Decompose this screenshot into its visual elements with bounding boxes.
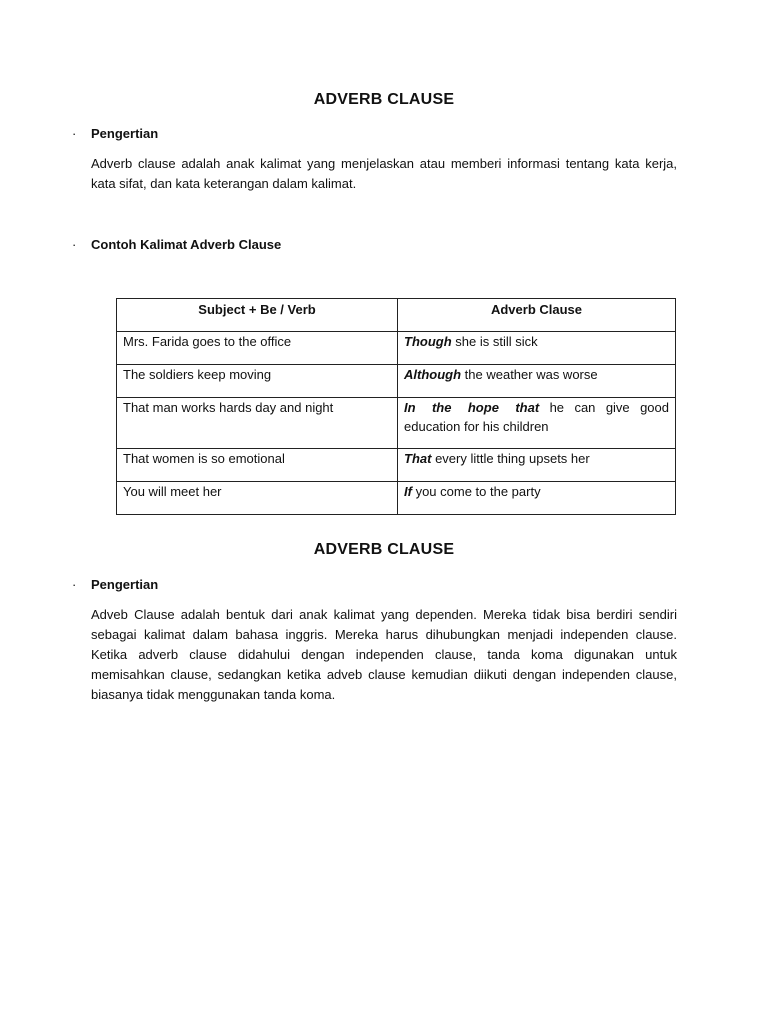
clause-rest: every little thing upsets her (431, 451, 590, 466)
clause-conjunction: If (404, 484, 412, 499)
table-cell-subject: That man works hards day and night (117, 398, 398, 449)
clause-rest: you come to the party (411, 484, 541, 499)
table-cell-adverb-clause (398, 482, 676, 515)
heading-label: Pengertian (91, 126, 159, 141)
clause-conjunction: Although (404, 367, 462, 382)
table-row (117, 398, 676, 449)
clause-conjunction: In the hope that (404, 400, 540, 415)
section2-definition-paragraph: Adveb Clause adalah bentuk dari anak kalimat yang dependen. Mereka tidak bisa berdiri sendiri sebagai kalimat dalam bahasa inggris. Mereka harus dihubungkan menjadi independen clause. Ketika adverb clause didahului dengan independen clause, tanda koma digunakan untuk memisahkan clause, sedangkan ketika adveb clause kemudian diikuti dengan independen clause, biasanya tidak menggunakan tanda koma. (91, 607, 677, 702)
table-row (117, 365, 676, 398)
section1-definition-paragraph: Adverb clause adalah anak kalimat yang menjelaskan atau memberi informasi tentang kata kerja, kata sifat, dan kata keterangan dalam kalimat. (91, 156, 677, 191)
bullet-dot: · (72, 126, 77, 141)
table-header-subject: Subject + Be / Verb (117, 299, 398, 332)
clause-rest: he can give good education for his children (404, 400, 669, 434)
clause-conjunction: Though (404, 334, 452, 349)
section1-title: ADVERB CLAUSE (313, 91, 455, 108)
table-cell-subject: The soldiers keep moving (117, 365, 398, 398)
table-cell-adverb-clause (398, 398, 676, 449)
table-cell-subject: You will meet her (117, 482, 398, 515)
table-cell-subject: That women is so emotional (117, 449, 398, 482)
section2-heading-definition (72, 577, 158, 592)
bullet-dot: · (72, 577, 77, 592)
bullet-dot: · (72, 237, 77, 252)
clause-conjunction: That (404, 451, 432, 466)
table-header-adverb-clause: Adverb Clause (398, 299, 676, 332)
example-table (116, 298, 676, 515)
table-cell-adverb-clause (398, 449, 676, 482)
table-cell-subject: Mrs. Farida goes to the office (117, 332, 398, 365)
section1-heading-examples (72, 237, 281, 252)
section2-title: ADVERB CLAUSE (313, 541, 455, 558)
table-row (117, 482, 676, 515)
section1-heading-definition (72, 126, 158, 141)
clause-rest: she is still sick (451, 334, 538, 349)
heading-label: Pengertian (91, 577, 159, 592)
table-cell-adverb-clause (398, 365, 676, 398)
clause-rest: the weather was worse (461, 367, 598, 382)
table-row (117, 449, 676, 482)
table-row (117, 332, 676, 365)
heading-label: Contoh Kalimat Adverb Clause (91, 237, 282, 252)
table-cell-adverb-clause (398, 332, 676, 365)
table-header-row (117, 299, 676, 332)
